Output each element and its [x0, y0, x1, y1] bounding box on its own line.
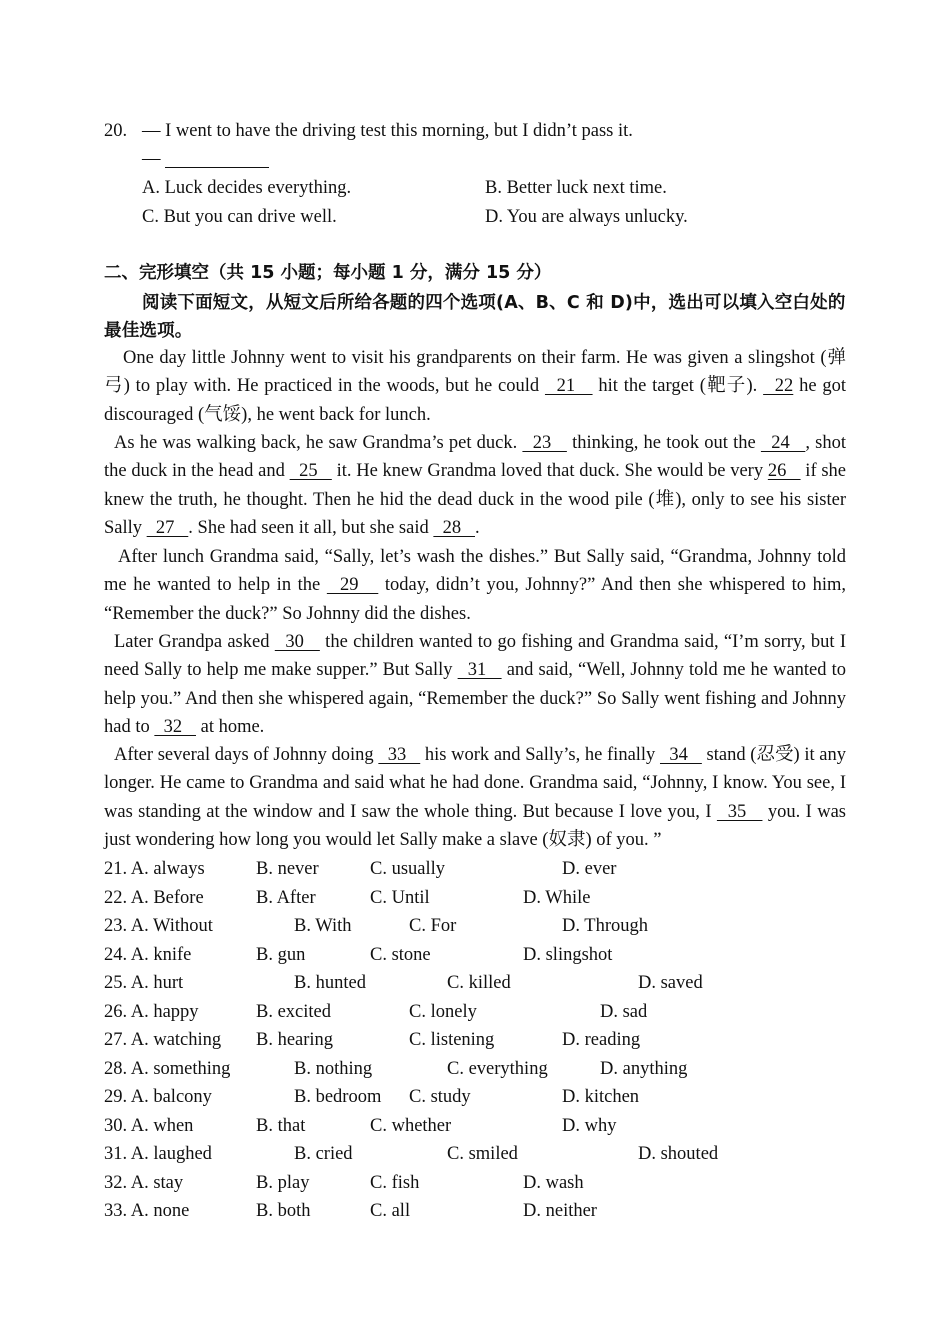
passage-paragraph-2: As he was walking back, he saw Grandma’s pet duck. 23 thinking, he took out the 24 , shot the duck in the head and 25 it. He knew Grandma loved that duck. She would be very 26 if she knew the truth, he thought. Then he hid the dead duck in the wood pile (堆), only to see his sister Sally 27 . She had seen it all, but she said 28 . [104, 433, 847, 539]
blank-24: 24 [760, 433, 806, 453]
blank-25: 25 [289, 461, 332, 482]
blank-26: 26 [767, 461, 801, 482]
option-c: C. But you can drive well. [142, 207, 337, 227]
answer-row-24: 24. A. knife B. gun C. stone D. slingshot [104, 945, 613, 965]
blank-22: 22 [763, 376, 794, 397]
option-d: D. You are always unlucky. [485, 207, 688, 227]
option-a: A. Luck decides everything. [142, 178, 352, 198]
answer-blank [165, 149, 269, 168]
answer-row-29: 29. A. balcony B. bedroom C. study D. kitchen [104, 1087, 640, 1107]
answer-row-22: 22. A. Before B. After C. Until D. While [104, 888, 591, 908]
answer-row-33: 33. A. none B. both C. all D. neither [104, 1201, 597, 1221]
blank-28: 28 [433, 518, 475, 539]
answer-row-27: 27. A. watching B. hearing C. listening D. reading [104, 1030, 641, 1050]
answer-row-32: 32. A. stay B. play C. fish D. wash [104, 1173, 584, 1193]
answer-row-26: 26. A. happy B. excited C. lonely D. sad [104, 1002, 648, 1022]
answer-row-30: 30. A. when B. that C. whether D. why [104, 1116, 617, 1136]
passage-paragraph-3: After lunch Grandma said, “Sally, let’s wash the dishes.” But Sally said, “Grandma, Johnny told me he wanted to help in the 29 today, didn’t you, Johnny?” And then she whispered to him, “Remember the duck?” So Johnny did the dishes. [104, 547, 846, 624]
answer-row-21: 21. A. always B. never C. usually D. ever [104, 859, 617, 879]
question-dialog-line: — I went to have the driving test this morning, but I didn’t pass it. [142, 121, 633, 141]
blank-32: 32 [154, 717, 196, 738]
blank-33: 33 [378, 745, 421, 765]
section-title: 二、完形填空（共 15 小题；每小题 1 分，满分 15 分） [104, 263, 552, 283]
dash: — [142, 149, 161, 169]
blank-35: 35 [716, 801, 763, 822]
answer-row-31: 31. A. laughed B. cried C. smiled D. shouted [104, 1144, 719, 1164]
blank-34: 34 [659, 745, 702, 765]
blank-23: 23 [522, 433, 567, 453]
blank-27: 27 [146, 518, 189, 539]
blank-29: 29 [326, 575, 379, 596]
answer-row-25: 25. A. hurt B. hunted C. killed D. saved [104, 973, 703, 993]
option-b: B. Better luck next time. [485, 178, 667, 198]
blank-31: 31 [457, 660, 502, 681]
answer-row-28: 28. A. something B. nothing C. everything D. anything [104, 1059, 688, 1079]
passage-paragraph-4: Later Grandpa asked 30 the children wanted to go fishing and Grandma said, “I’m sorry, but I need Sally to help me make supper.” But Sally 31 and said, “Well, Johnny told me he wanted to help you.” And then she whispered again, “Remember the duck?” So Sally went fishing and Johnny had to 32 at home. [104, 632, 846, 738]
answer-row-23: 23. A. Without B. With C. For D. Through [104, 916, 648, 936]
blank-30: 30 [274, 632, 320, 652]
answer-dash-line [142, 147, 269, 171]
section-instruction: 阅读下面短文，从短文后所给各题的四个选项(A、B、C 和 D)中，选出可以填入空白处的最佳选项。 [104, 293, 846, 342]
blank-21: 21 [544, 376, 593, 397]
passage-paragraph-1: One day little Johnny went to visit his grandparents on their farm. He was given a slingshot (弹弓) to play with. He practiced in the woods, but he could 21 hit the target (靶子). 22 he got discouraged (气馁), he went back for lunch. [104, 348, 847, 425]
passage-paragraph-5: After several days of Johnny doing 33 his work and Sally’s, he finally 34 stand (忍受) it any longer. He came to Grandma and said what he had done. Grandma said, “Johnny, I know. You see, I was standing at the window and I saw the whole thing. But because I love you, I 35 you. I was just wondering how long you would let Sally make a slave (奴隶) of you. ” [104, 745, 847, 851]
question-number: 20. [104, 121, 128, 141]
